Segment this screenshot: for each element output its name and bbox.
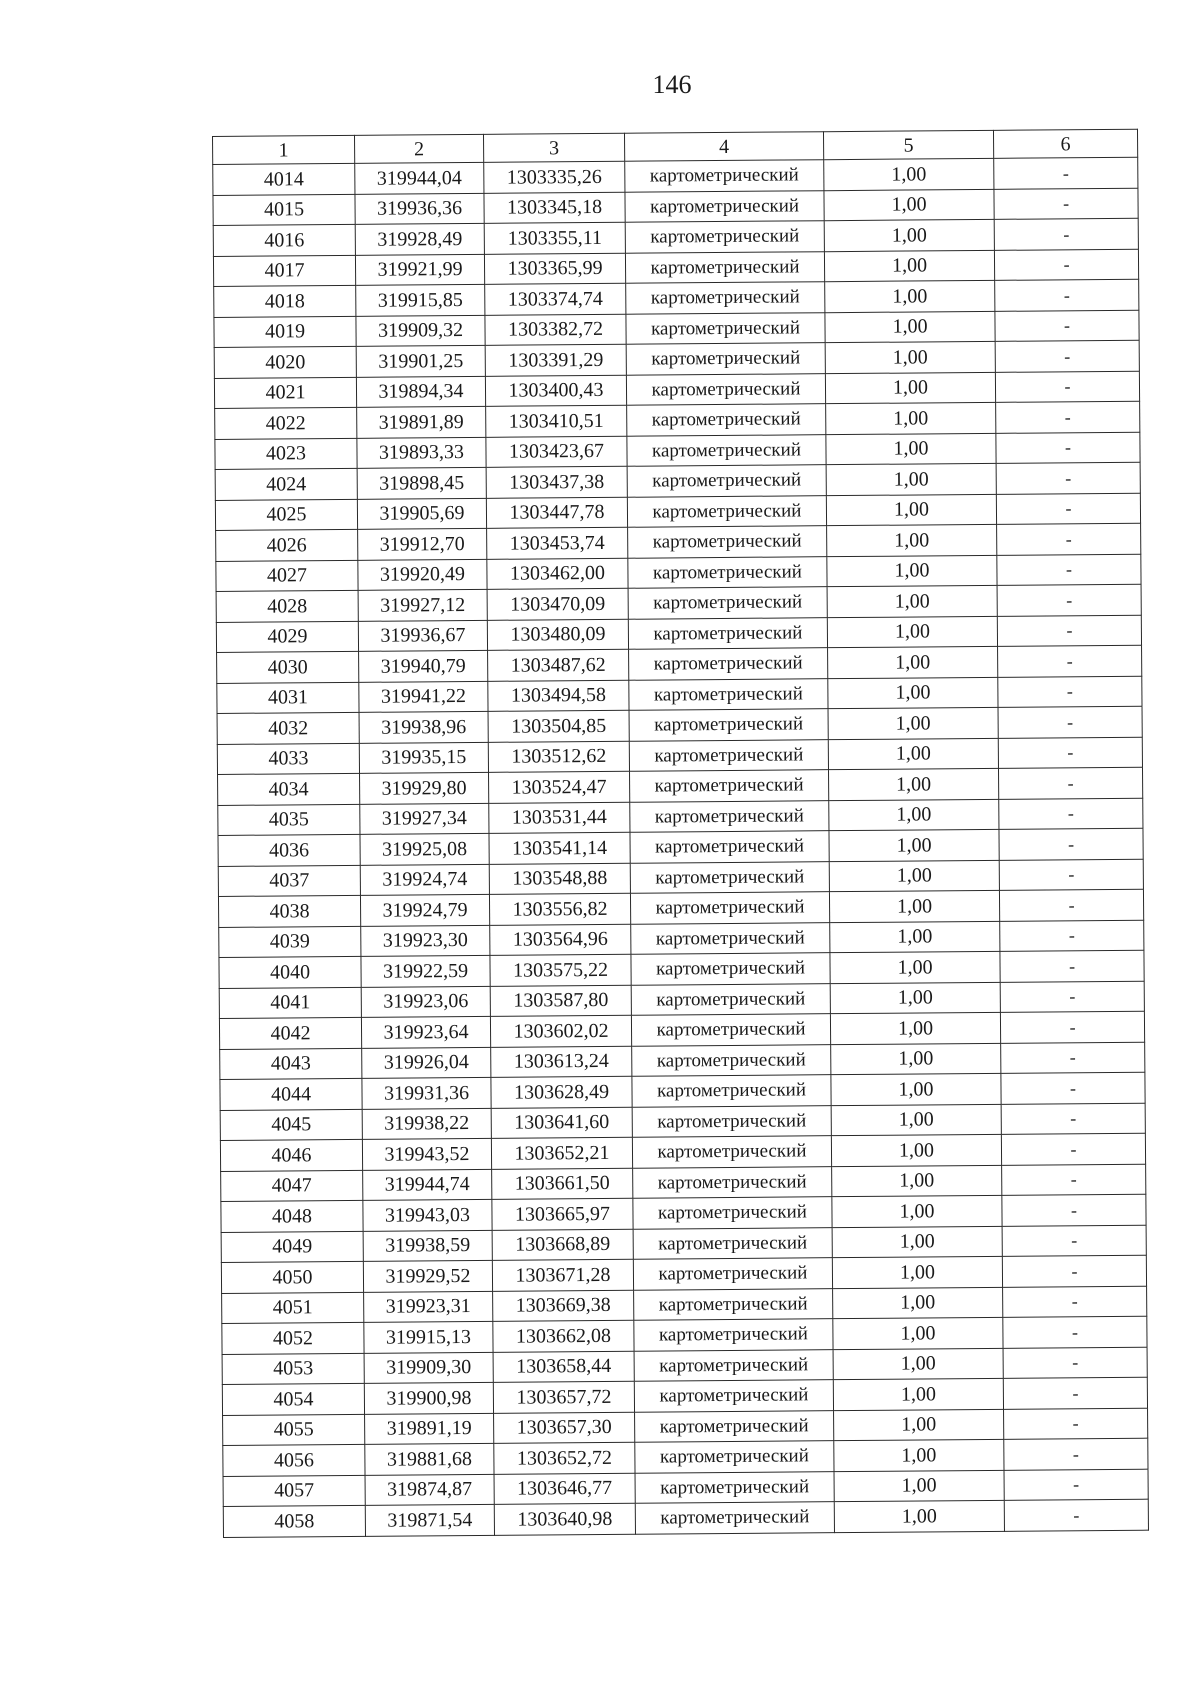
accuracy-cell: 1,00 (826, 494, 996, 526)
point-number-cell: 4046 (220, 1139, 362, 1171)
x-coordinate-cell: 319943,03 (363, 1199, 492, 1231)
point-number-cell: 4030 (217, 651, 359, 683)
point-number-cell: 4057 (223, 1475, 365, 1507)
x-coordinate-cell: 319925,08 (360, 833, 489, 865)
y-coordinate-cell: 1303665,97 (492, 1198, 633, 1230)
y-coordinate-cell: 1303423,67 (486, 436, 627, 468)
method-cell: картометрический (633, 1197, 832, 1229)
description-cell: - (999, 859, 1143, 891)
y-coordinate-cell: 1303504,85 (488, 710, 629, 742)
description-cell: - (994, 218, 1138, 250)
description-cell: - (1000, 981, 1144, 1013)
point-number-cell: 4039 (219, 926, 361, 958)
y-coordinate-cell: 1303575,22 (490, 954, 631, 986)
point-number-cell: 4024 (215, 468, 357, 500)
x-coordinate-cell: 319940,79 (359, 650, 488, 682)
method-cell: картометрический (625, 160, 824, 192)
method-cell: картометрический (628, 526, 827, 558)
method-cell: картометрический (625, 251, 824, 283)
x-coordinate-cell: 319926,04 (362, 1047, 491, 1079)
x-coordinate-cell: 319935,15 (359, 742, 488, 774)
method-cell: картометрический (630, 831, 829, 863)
y-coordinate-cell: 1303661,50 (492, 1168, 633, 1200)
description-cell: - (1002, 1194, 1146, 1226)
accuracy-cell: 1,00 (825, 311, 995, 343)
x-coordinate-cell: 319938,22 (362, 1108, 491, 1140)
x-coordinate-cell: 319920,49 (358, 559, 487, 591)
accuracy-cell: 1,00 (826, 433, 996, 465)
x-coordinate-cell: 319923,64 (361, 1016, 490, 1048)
method-cell: картометрический (635, 1471, 834, 1503)
accuracy-cell: 1,00 (831, 1073, 1001, 1105)
accuracy-cell: 1,00 (830, 982, 1000, 1014)
description-cell: - (1003, 1286, 1147, 1318)
x-coordinate-cell: 319891,19 (365, 1413, 494, 1445)
accuracy-cell: 1,00 (834, 1500, 1004, 1532)
point-number-cell: 4056 (223, 1444, 365, 1476)
column-header-6: 6 (993, 129, 1137, 158)
description-cell: - (1002, 1255, 1146, 1287)
y-coordinate-cell: 1303512,62 (488, 741, 629, 773)
y-coordinate-cell: 1303437,38 (486, 466, 627, 498)
accuracy-cell: 1,00 (832, 1195, 1002, 1227)
y-coordinate-cell: 1303345,18 (484, 192, 625, 224)
method-cell: картометрический (626, 343, 825, 375)
accuracy-cell: 1,00 (832, 1256, 1002, 1288)
accuracy-cell: 1,00 (828, 768, 998, 800)
description-cell: - (1002, 1164, 1146, 1196)
x-coordinate-cell: 319929,80 (360, 772, 489, 804)
point-number-cell: 4051 (222, 1292, 364, 1324)
x-coordinate-cell: 319924,79 (360, 894, 489, 926)
accuracy-cell: 1,00 (825, 372, 995, 404)
point-number-cell: 4054 (222, 1383, 364, 1415)
column-header-5: 5 (823, 130, 993, 159)
point-number-cell: 4016 (213, 224, 355, 256)
accuracy-cell: 1,00 (827, 585, 997, 617)
description-cell: - (1003, 1347, 1147, 1379)
method-cell: картометрический (632, 1044, 831, 1076)
x-coordinate-cell: 319874,87 (365, 1474, 494, 1506)
accuracy-cell: 1,00 (831, 1043, 1001, 1075)
x-coordinate-cell: 319922,59 (361, 955, 490, 987)
page-number: 146 (652, 70, 692, 99)
accuracy-cell: 1,00 (825, 341, 995, 373)
x-coordinate-cell: 319923,31 (364, 1291, 493, 1323)
y-coordinate-cell: 1303487,62 (488, 649, 629, 681)
point-number-cell: 4023 (215, 438, 357, 470)
accuracy-cell: 1,00 (824, 250, 994, 282)
accuracy-cell: 1,00 (833, 1348, 1003, 1380)
point-number-cell: 4032 (217, 712, 359, 744)
description-cell: - (998, 706, 1142, 738)
description-cell: - (995, 310, 1139, 342)
y-coordinate-cell: 1303400,43 (485, 375, 626, 407)
description-cell: - (1000, 920, 1144, 952)
point-number-cell: 4019 (214, 316, 356, 348)
y-coordinate-cell: 1303669,38 (493, 1290, 634, 1322)
method-cell: картометрический (628, 587, 827, 619)
description-cell: - (1003, 1316, 1147, 1348)
accuracy-cell: 1,00 (826, 402, 996, 434)
x-coordinate-cell: 319915,13 (364, 1321, 493, 1353)
description-cell: - (1001, 1103, 1145, 1135)
description-cell: - (997, 615, 1141, 647)
y-coordinate-cell: 1303470,09 (487, 588, 628, 620)
method-cell: картометрический (626, 373, 825, 405)
method-cell: картометрический (633, 1166, 832, 1198)
method-cell: картометрический (627, 404, 826, 436)
x-coordinate-cell: 319909,32 (356, 315, 485, 347)
method-cell: картометрический (632, 1105, 831, 1137)
point-number-cell: 4025 (215, 499, 357, 531)
accuracy-cell: 1,00 (834, 1470, 1004, 1502)
accuracy-cell: 1,00 (834, 1409, 1004, 1441)
point-number-cell: 4021 (214, 377, 356, 409)
point-number-cell: 4043 (220, 1048, 362, 1080)
y-coordinate-cell: 1303652,72 (494, 1442, 635, 1474)
y-coordinate-cell: 1303657,72 (493, 1381, 634, 1413)
point-number-cell: 4029 (216, 621, 358, 653)
description-cell: - (996, 401, 1140, 433)
accuracy-cell: 1,00 (828, 646, 998, 678)
y-coordinate-cell: 1303613,24 (491, 1046, 632, 1078)
y-coordinate-cell: 1303671,28 (492, 1259, 633, 1291)
y-coordinate-cell: 1303453,74 (487, 527, 628, 559)
column-header-1: 1 (213, 135, 355, 164)
point-number-cell: 4048 (221, 1200, 363, 1232)
y-coordinate-cell: 1303564,96 (490, 924, 631, 956)
x-coordinate-cell: 319921,99 (355, 254, 484, 286)
point-number-cell: 4053 (222, 1353, 364, 1385)
point-number-cell: 4026 (216, 529, 358, 561)
y-coordinate-cell: 1303391,29 (485, 344, 626, 376)
description-cell: - (996, 432, 1140, 464)
accuracy-cell: 1,00 (830, 1012, 1000, 1044)
method-cell: картометрический (629, 678, 828, 710)
method-cell: картометрический (628, 617, 827, 649)
accuracy-cell: 1,00 (827, 524, 997, 556)
point-number-cell: 4041 (219, 987, 361, 1019)
method-cell: картометрический (634, 1319, 833, 1351)
x-coordinate-cell: 319944,74 (363, 1169, 492, 1201)
x-coordinate-cell: 319901,25 (356, 345, 485, 377)
y-coordinate-cell: 1303657,30 (494, 1412, 635, 1444)
method-cell: картометрический (630, 770, 829, 802)
x-coordinate-cell: 319936,36 (355, 193, 484, 225)
accuracy-cell: 1,00 (830, 951, 1000, 983)
method-cell: картометрический (627, 465, 826, 497)
point-number-cell: 4020 (214, 346, 356, 378)
method-cell: картометрический (625, 221, 824, 253)
accuracy-cell: 1,00 (825, 280, 995, 312)
description-cell: - (997, 554, 1141, 586)
method-cell: картометрический (635, 1441, 834, 1473)
description-cell: - (995, 340, 1139, 372)
description-cell: - (1003, 1377, 1147, 1409)
description-cell: - (1000, 950, 1144, 982)
method-cell: картометрический (630, 800, 829, 832)
point-number-cell: 4018 (214, 285, 356, 317)
page-number-container (0, 70, 1200, 100)
accuracy-cell: 1,00 (833, 1317, 1003, 1349)
method-cell: картометрический (625, 190, 824, 222)
point-number-cell: 4038 (218, 895, 360, 927)
x-coordinate-cell: 319927,12 (358, 589, 487, 621)
description-cell: - (999, 798, 1143, 830)
accuracy-cell: 1,00 (828, 738, 998, 770)
point-number-cell: 4037 (218, 865, 360, 897)
description-cell: - (1004, 1469, 1148, 1501)
column-header-2: 2 (354, 134, 483, 163)
accuracy-cell: 1,00 (824, 219, 994, 251)
accuracy-cell: 1,00 (831, 1104, 1001, 1136)
point-number-cell: 4014 (213, 163, 355, 195)
description-cell: - (1002, 1225, 1146, 1257)
method-cell: картометрический (632, 1075, 831, 1107)
method-cell: картометрический (633, 1227, 832, 1259)
method-cell: картометрический (634, 1380, 833, 1412)
x-coordinate-cell: 319943,52 (362, 1138, 491, 1170)
x-coordinate-cell: 319900,98 (364, 1382, 493, 1414)
description-cell: - (994, 249, 1138, 281)
y-coordinate-cell: 1303640,98 (494, 1503, 635, 1535)
method-cell: картометрический (635, 1410, 834, 1442)
x-coordinate-cell: 319929,52 (363, 1260, 492, 1292)
x-coordinate-cell: 319928,49 (355, 223, 484, 255)
point-number-cell: 4015 (213, 194, 355, 226)
x-coordinate-cell: 319931,36 (362, 1077, 491, 1109)
y-coordinate-cell: 1303524,47 (489, 771, 630, 803)
y-coordinate-cell: 1303447,78 (486, 497, 627, 529)
point-number-cell: 4044 (220, 1078, 362, 1110)
x-coordinate-cell: 319912,70 (358, 528, 487, 560)
x-coordinate-cell: 319894,34 (356, 376, 485, 408)
column-header-4: 4 (624, 132, 823, 162)
accuracy-cell: 1,00 (829, 799, 999, 831)
accuracy-cell: 1,00 (834, 1439, 1004, 1471)
method-cell: картометрический (630, 892, 829, 924)
y-coordinate-cell: 1303541,14 (489, 832, 630, 864)
description-cell: - (994, 157, 1138, 189)
point-number-cell: 4055 (223, 1414, 365, 1446)
point-number-cell: 4040 (219, 956, 361, 988)
description-cell: - (1000, 1011, 1144, 1043)
accuracy-cell: 1,00 (828, 707, 998, 739)
x-coordinate-cell: 319938,59 (363, 1230, 492, 1262)
method-cell: картометрический (629, 709, 828, 741)
point-number-cell: 4036 (218, 834, 360, 866)
y-coordinate-cell: 1303462,00 (487, 558, 628, 590)
point-number-cell: 4058 (223, 1505, 365, 1537)
description-cell: - (995, 371, 1139, 403)
table-body (213, 157, 1149, 1537)
accuracy-cell: 1,00 (831, 1134, 1001, 1166)
y-coordinate-cell: 1303365,99 (484, 253, 625, 285)
accuracy-cell: 1,00 (827, 616, 997, 648)
description-cell: - (997, 584, 1141, 616)
description-cell: - (996, 462, 1140, 494)
description-cell: - (1004, 1408, 1148, 1440)
method-cell: картометрический (634, 1349, 833, 1381)
x-coordinate-cell: 319927,34 (360, 803, 489, 835)
point-number-cell: 4050 (221, 1261, 363, 1293)
y-coordinate-cell: 1303658,44 (493, 1351, 634, 1383)
description-cell: - (1004, 1499, 1148, 1531)
point-number-cell: 4042 (219, 1017, 361, 1049)
accuracy-cell: 1,00 (833, 1378, 1003, 1410)
method-cell: картометрический (631, 1014, 830, 1046)
description-cell: - (999, 889, 1143, 921)
accuracy-cell: 1,00 (832, 1165, 1002, 1197)
x-coordinate-cell: 319915,85 (356, 284, 485, 316)
accuracy-cell: 1,00 (830, 921, 1000, 953)
point-number-cell: 4045 (220, 1109, 362, 1141)
description-cell: - (998, 767, 1142, 799)
accuracy-cell: 1,00 (824, 158, 994, 190)
accuracy-cell: 1,00 (827, 555, 997, 587)
point-number-cell: 4028 (216, 590, 358, 622)
coordinates-table (212, 129, 1149, 1538)
description-cell: - (998, 737, 1142, 769)
description-cell: - (998, 645, 1142, 677)
method-cell: картометрический (626, 282, 825, 314)
x-coordinate-cell: 319944,04 (355, 162, 484, 194)
x-coordinate-cell: 319923,06 (361, 986, 490, 1018)
description-cell: - (995, 279, 1139, 311)
method-cell: картометрический (631, 953, 830, 985)
method-cell: картометрический (631, 922, 830, 954)
description-cell: - (999, 828, 1143, 860)
x-coordinate-cell: 319923,30 (361, 925, 490, 957)
method-cell: картометрический (627, 495, 826, 527)
description-cell: - (998, 676, 1142, 708)
x-coordinate-cell: 319909,30 (364, 1352, 493, 1384)
point-number-cell: 4022 (215, 407, 357, 439)
y-coordinate-cell: 1303662,08 (493, 1320, 634, 1352)
y-coordinate-cell: 1303548,88 (489, 863, 630, 895)
method-cell: картометрический (629, 739, 828, 771)
accuracy-cell: 1,00 (832, 1226, 1002, 1258)
description-cell: - (1004, 1438, 1148, 1470)
accuracy-cell: 1,00 (824, 189, 994, 221)
y-coordinate-cell: 1303602,02 (490, 1015, 631, 1047)
y-coordinate-cell: 1303646,77 (494, 1473, 635, 1505)
method-cell: картометрический (628, 556, 827, 588)
method-cell: картометрический (629, 648, 828, 680)
accuracy-cell: 1,00 (829, 890, 999, 922)
y-coordinate-cell: 1303556,82 (489, 893, 630, 925)
description-cell: - (1001, 1072, 1145, 1104)
method-cell: картометрический (630, 861, 829, 893)
y-coordinate-cell: 1303335,26 (484, 161, 625, 193)
point-number-cell: 4052 (222, 1322, 364, 1354)
method-cell: картометрический (634, 1288, 833, 1320)
x-coordinate-cell: 319893,33 (357, 437, 486, 469)
point-number-cell: 4047 (221, 1170, 363, 1202)
table-row (223, 1499, 1148, 1537)
method-cell: картометрический (627, 434, 826, 466)
description-cell: - (994, 188, 1138, 220)
point-number-cell: 4034 (218, 773, 360, 805)
y-coordinate-cell: 1303374,74 (485, 283, 626, 315)
method-cell: картометрический (633, 1258, 832, 1290)
description-cell: - (996, 493, 1140, 525)
method-cell: картометрический (632, 1136, 831, 1168)
column-header-3: 3 (483, 133, 624, 162)
x-coordinate-cell: 319891,89 (357, 406, 486, 438)
y-coordinate-cell: 1303480,09 (487, 619, 628, 651)
method-cell: картометрический (635, 1502, 834, 1534)
x-coordinate-cell: 319898,45 (357, 467, 486, 499)
y-coordinate-cell: 1303410,51 (486, 405, 627, 437)
accuracy-cell: 1,00 (833, 1287, 1003, 1319)
x-coordinate-cell: 319905,69 (357, 498, 486, 530)
accuracy-cell: 1,00 (829, 860, 999, 892)
description-cell: - (1001, 1042, 1145, 1074)
point-number-cell: 4017 (213, 255, 355, 287)
y-coordinate-cell: 1303587,80 (490, 985, 631, 1017)
y-coordinate-cell: 1303355,11 (484, 222, 625, 254)
accuracy-cell: 1,00 (826, 463, 996, 495)
accuracy-cell: 1,00 (828, 677, 998, 709)
method-cell: картометрический (626, 312, 825, 344)
x-coordinate-cell: 319938,96 (359, 711, 488, 743)
y-coordinate-cell: 1303494,58 (488, 680, 629, 712)
point-number-cell: 4027 (216, 560, 358, 592)
x-coordinate-cell: 319924,74 (360, 864, 489, 896)
point-number-cell: 4049 (221, 1231, 363, 1263)
description-cell: - (1001, 1133, 1145, 1165)
description-cell: - (997, 523, 1141, 555)
x-coordinate-cell: 319941,22 (359, 681, 488, 713)
x-coordinate-cell: 319881,68 (365, 1443, 494, 1475)
point-number-cell: 4035 (218, 804, 360, 836)
y-coordinate-cell: 1303652,21 (491, 1137, 632, 1169)
y-coordinate-cell: 1303628,49 (491, 1076, 632, 1108)
point-number-cell: 4033 (217, 743, 359, 775)
x-coordinate-cell: 319871,54 (365, 1504, 494, 1536)
method-cell: картометрический (631, 983, 830, 1015)
y-coordinate-cell: 1303382,72 (485, 314, 626, 346)
x-coordinate-cell: 319936,67 (358, 620, 487, 652)
accuracy-cell: 1,00 (829, 829, 999, 861)
y-coordinate-cell: 1303668,89 (492, 1229, 633, 1261)
y-coordinate-cell: 1303531,44 (489, 802, 630, 834)
point-number-cell: 4031 (217, 682, 359, 714)
y-coordinate-cell: 1303641,60 (491, 1107, 632, 1139)
